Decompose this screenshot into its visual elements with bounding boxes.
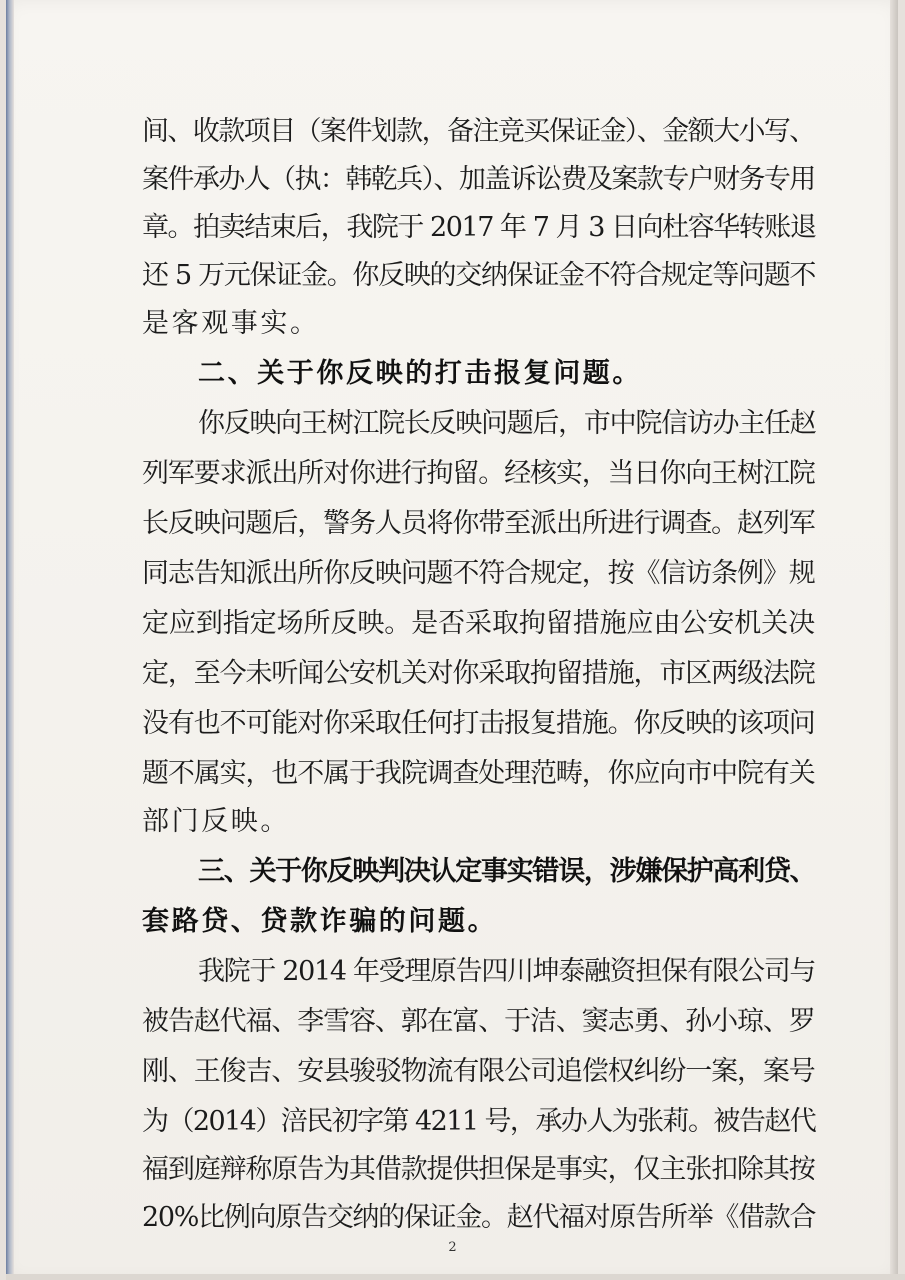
- body-line-1: 间、收款项目（案件划款，备注竞买保证金）、金额大小写、: [142, 116, 815, 147]
- body-line-21: 为（2014）涪民初字第 4211 号，承办人为张莉。被告赵代: [142, 1106, 816, 1137]
- body-line-3: 章。拍卖结束后，我院于 2017 年 7 月 3 日向杜容华转账退: [142, 212, 816, 243]
- body-line-7: 你反映向王树江院长反映问题后，市中院信访办主任赵: [198, 408, 816, 439]
- section-heading-3: 三、关于你反映判决认定事实错误，涉嫌保护高利贷、: [198, 856, 816, 887]
- body-line-15: 部门反映。: [142, 806, 290, 837]
- body-line-23: 20%比例向原告交纳的保证金。赵代福对原告所举《借款合: [142, 1202, 816, 1233]
- body-line-8: 列军要求派出所对你进行拘留。经核实，当日你向王树江院: [142, 458, 815, 489]
- page-edge-right: [890, 0, 898, 1280]
- body-line-13: 没有也不可能对你采取任何打击报复措施。你反映的该项问: [142, 708, 815, 739]
- body-line-11: 定应到指定场所反映。是否采取拘留措施应由公安机关决: [142, 608, 815, 639]
- section-heading-3-cont: 套路贷、贷款诈骗的问题。: [142, 906, 498, 937]
- section-heading-2: 二、关于你反映的打击报复问题。: [198, 358, 642, 389]
- page-number: 2: [448, 1240, 457, 1255]
- body-line-10: 同志告知派出所你反映问题不符合规定，按《信访条例》规: [142, 558, 815, 589]
- page-edge-left: [6, 0, 14, 1280]
- body-line-14: 题不属实，也不属于我院调查处理范畴，你应向市中院有关: [142, 758, 815, 789]
- body-line-9: 长反映问题后，警务人员将你带至派出所进行调查。赵列军: [142, 508, 815, 539]
- body-line-22: 福到庭辩称原告为其借款提供担保是事实，仅主张扣除其按: [142, 1154, 815, 1185]
- page-edge-bottom: [6, 1274, 905, 1280]
- body-line-19: 被告赵代福、李雪容、郭在富、于洁、窦志勇、孙小琼、罗: [142, 1006, 815, 1037]
- body-line-20: 刚、王俊吉、安县骏驳物流有限公司追偿权纠纷一案，案号: [142, 1056, 815, 1087]
- body-line-2: 案件承办人（执：韩乾兵）、加盖诉讼费及案款专户财务专用: [142, 164, 815, 195]
- body-line-18: 我院于 2014 年受理原告四川坤泰融资担保有限公司与: [198, 956, 816, 987]
- body-line-5: 是客观事实。: [142, 308, 320, 339]
- body-line-12: 定，至今未听闻公安机关对你采取拘留措施，市区两级法院: [142, 658, 815, 689]
- body-line-4: 还 5 万元保证金。你反映的交纳保证金不符合规定等问题不: [142, 260, 816, 291]
